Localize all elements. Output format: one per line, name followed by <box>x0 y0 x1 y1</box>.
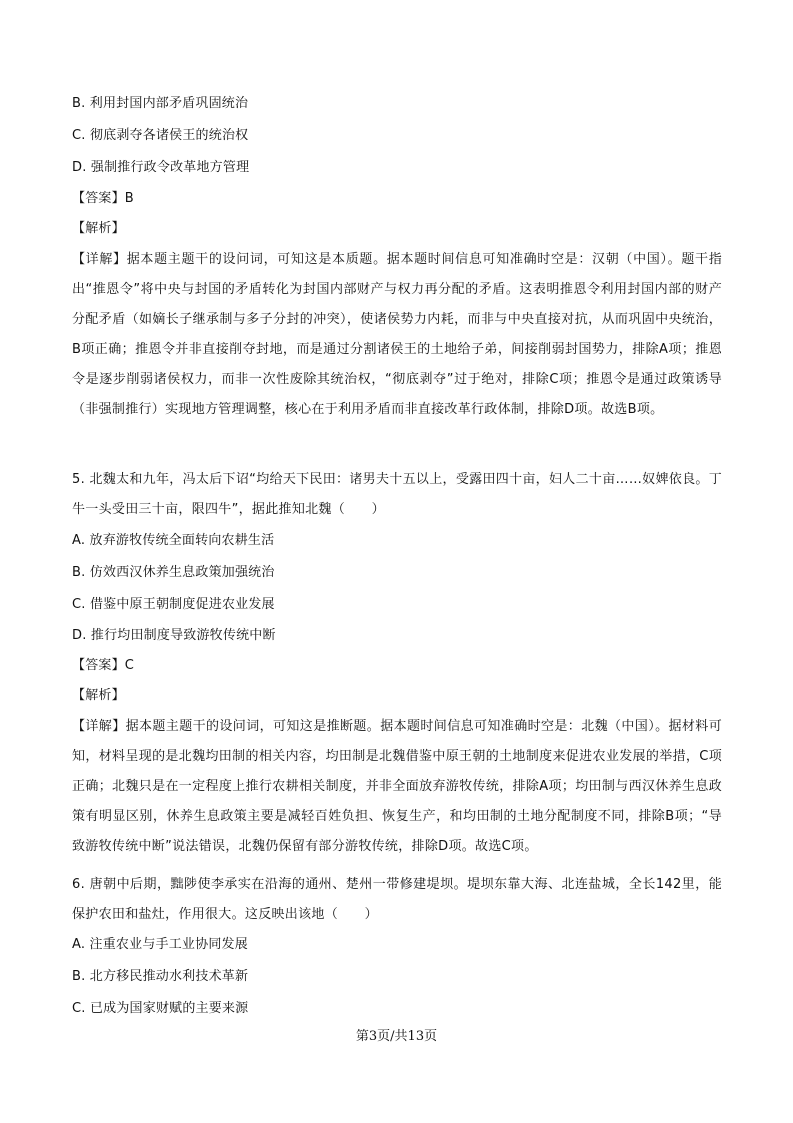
q4-option-c: C. 彻底剥夺各诸侯王的统治权 <box>72 128 249 143</box>
q6-option-b: B. 北方移民推动水利技术革新 <box>72 969 249 984</box>
q5-option-a: A. 放弃游牧传统全面转向农耕生活 <box>72 533 275 548</box>
q5-answer: 【答案】C <box>72 658 135 673</box>
q4-option-b: B. 利用封国内部矛盾巩固统治 <box>72 96 249 111</box>
q5-analysis-label: 【解析】 <box>72 688 125 703</box>
q5-option-c: C. 借鉴中原王朝制度促进农业发展 <box>72 597 275 612</box>
q4-analysis-label: 【解析】 <box>72 221 125 236</box>
q4-answer: 【答案】B <box>72 191 134 206</box>
page-number-footer: 第3页/共13页 <box>355 1029 438 1044</box>
q4-option-d: D. 强制推行政令改革地方管理 <box>72 160 250 175</box>
q5-detail: 【详解】据本题主题干的设问词，可知这是推断题。据本题时间信息可知准确时空是：北魏（中国）。据材料可知，材料呈现的是北魏均田制的相关内容，均田制是北魏借鉴中原王朝的土地制度来促进农业发展的举措，C项正确；北魏只是在一定程度上推行农耕相关制度，并非全面放弃游牧传统，排除A项；均田制与西汉休养生息政策有明显区别，休养生息政策主要是减轻百姓负担、恢复生产，和均田制的土地分配制度不同，排除B项；“导致游牧传统中断”说法错误，北魏仍保留有部分游牧传统，排除D项。故选C项。 <box>72 719 722 854</box>
q6-option-c: C. 已成为国家财赋的主要来源 <box>72 1001 249 1016</box>
q6-option-a: A. 注重农业与手工业协同发展 <box>72 937 248 952</box>
q5-option-d: D. 推行均田制度导致游牧传统中断 <box>72 628 276 643</box>
q4-detail: 【详解】据本题主题干的设问词，可知这是本质题。据本题时间信息可知准确时空是：汉朝（中国）。题干指出“推恩令”将中央与封国的矛盾转化为封国内部财产与权力再分配的矛盾。这表明推恩令利用封国内部的财产分配矛盾（如嫡长子继承制与多子分封的冲突），使诸侯势力内耗，而非与中央直接对抗，从而巩固中央统治，B项正确；推恩令并非直接削夺封地，而是通过分割诸侯王的土地给子弟，间接削弱封国势力，排除A项；推恩令是逐步削弱诸侯权力，而非一次性废除其统治权，“彻底剥夺”过于绝对，排除C项；推恩令是通过政策诱导（非强制推行）实现地方管理调整，核心在于利用矛盾而非直接改革行政体制，排除D项。故选B项。 <box>72 252 722 417</box>
q5-option-b: B. 仿效西汉休养生息政策加强统治 <box>72 565 275 580</box>
q6-stem: 6. 唐朝中后期，黜陟使李承实在沿海的通州、楚州一带修建堤坝。堤坝东靠大海、北连盐城，全长142里，能保护农田和盐灶，作用很大。这反映出该地（ ） <box>72 877 722 922</box>
q5-stem: 5. 北魏太和九年，冯太后下诏“均给天下民田：诸男夫十五以上，受露田四十亩，妇人二十亩……奴婢依良。丁牛一头受田三十亩，限四牛”，据此推知北魏（ ） <box>72 472 722 517</box>
